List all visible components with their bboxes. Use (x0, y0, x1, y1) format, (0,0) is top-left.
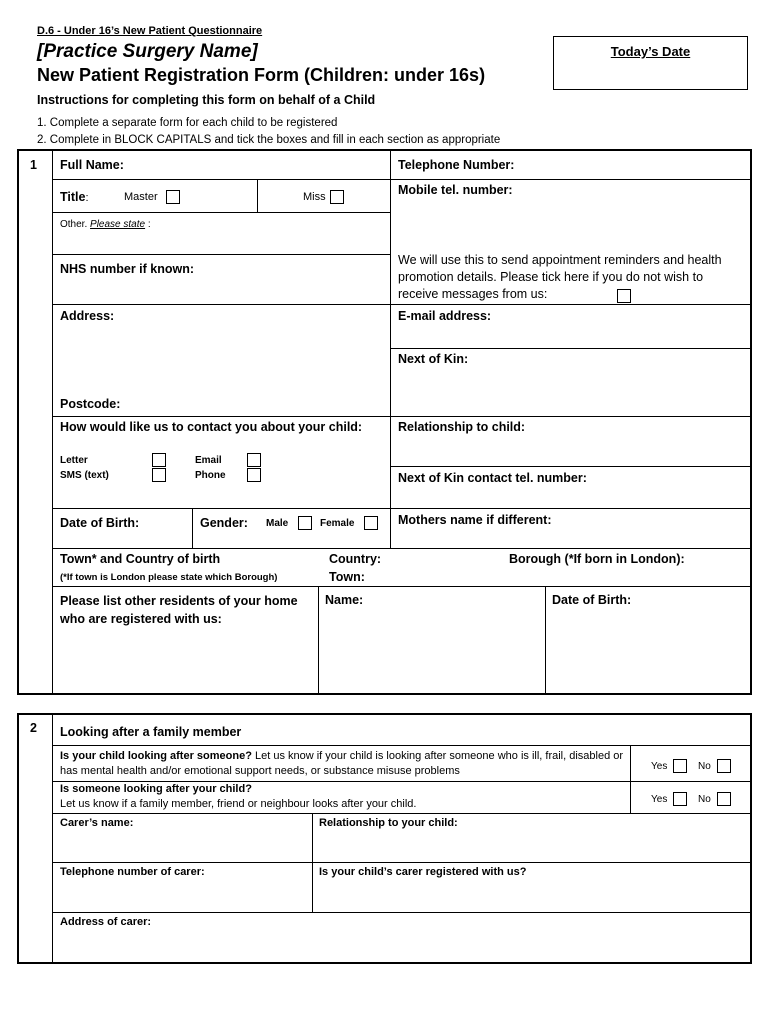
telephone-label: Telephone Number: (398, 158, 515, 172)
question-child-cared-for: Is someone looking after your child? (60, 783, 252, 795)
next-of-kin-tel-label: Next of Kin contact tel. number: (398, 471, 587, 485)
resident-dob-label: Date of Birth: (552, 593, 632, 607)
country-label: Country: (329, 552, 382, 566)
section-1-number: 1 (30, 158, 37, 172)
carer-telephone-label: Telephone number of carer: (60, 866, 205, 878)
sms-checkbox[interactable] (152, 468, 166, 482)
form-title: New Patient Registration Form (Children: under 16s) (37, 65, 486, 85)
miss-label: Miss (303, 191, 326, 203)
nhs-number-label: NHS number if known: (60, 262, 195, 276)
document-code: D.6 - Under 16’s New Patient Questionnaire (37, 25, 263, 37)
q1-no-label: No (698, 761, 711, 772)
gender-label: Gender: (200, 516, 248, 530)
borough-label: Borough (*If born in London): (509, 552, 685, 566)
male-checkbox[interactable] (298, 516, 312, 530)
q1-no-checkbox[interactable] (717, 759, 731, 773)
contact-preference-label: How would like us to contact you about your child: (60, 420, 363, 434)
carer-name-label: Carer’s name: (60, 817, 134, 829)
letter-checkbox[interactable] (152, 453, 166, 467)
full-name-label: Full Name: (60, 158, 124, 172)
miss-checkbox[interactable] (330, 190, 344, 204)
relationship-label: Relationship to child: (398, 420, 526, 434)
male-label: Male (266, 518, 289, 529)
question-child-caring: Is your child looking after someone? Let us know if your child is looking after someone who is ill, frail, disabled or has mental health and/or emotional support needs, or substance misuse problems (60, 750, 624, 777)
mothers-name-label: Mothers name if different: (398, 513, 552, 527)
carer-relationship-label: Relationship to your child: (319, 817, 458, 829)
address-label: Address: (60, 309, 115, 323)
resident-name-label: Name: (325, 593, 364, 607)
reminder-text: We will use this to send appointment reminders and health promotion details. Please tick here if you do not wish to receive messages from us: (398, 253, 722, 301)
town-country-label: Town* and Country of birth (60, 552, 221, 566)
q2-no-label: No (698, 794, 711, 805)
master-checkbox[interactable] (166, 190, 180, 204)
instructions-heading: Instructions for completing this form on behalf of a Child (37, 93, 376, 107)
instruction-2: 2. Complete in BLOCK CAPITALS and tick the boxes and fill in each section as appropriate (37, 134, 501, 146)
todays-date-box[interactable] (553, 36, 748, 90)
carer-address-label: Address of carer: (60, 916, 152, 928)
date-of-birth-label: Date of Birth: (60, 516, 140, 530)
letter-label: Letter (60, 455, 88, 466)
carer-registered-label: Is your child’s carer registered with us? (319, 866, 527, 878)
other-title-field[interactable] (60, 232, 386, 252)
female-label: Female (320, 518, 355, 529)
instruction-1: 1. Complete a separate form for each child to be registered (37, 117, 338, 129)
residents-label: Please list other residents of your home who are registered with us: (60, 594, 298, 626)
section-2-heading: Looking after a family member (60, 725, 242, 739)
postcode-label: Postcode: (60, 397, 121, 411)
title-label: Title: (60, 190, 89, 204)
other-title-label: Other. Please state : (60, 219, 151, 230)
phone-label: Phone (195, 470, 226, 481)
mobile-label: Mobile tel. number: (398, 183, 513, 197)
email-label: E-mail address: (398, 309, 492, 323)
email-checkbox[interactable] (247, 453, 261, 467)
phone-checkbox[interactable] (247, 468, 261, 482)
q1-yes-label: Yes (651, 761, 668, 772)
question-child-cared-for-detail: Let us know if a family member, friend or neighbour looks after your child. (60, 798, 417, 810)
opt-out-messages-checkbox[interactable] (617, 289, 631, 303)
q1-yes-checkbox[interactable] (673, 759, 687, 773)
q2-yes-checkbox[interactable] (673, 792, 687, 806)
master-label: Master (124, 191, 158, 203)
q2-yes-label: Yes (651, 794, 668, 805)
section-2-number: 2 (30, 721, 37, 735)
todays-date-label: Today’s Date (610, 44, 691, 59)
female-checkbox[interactable] (364, 516, 378, 530)
next-of-kin-label: Next of Kin: (398, 352, 469, 366)
email-option-label: Email (195, 455, 222, 466)
town-label: Town: (329, 570, 365, 584)
town-note: (*If town is London please state which Borough) (60, 572, 278, 583)
practice-name: [Practice Surgery Name] (37, 41, 258, 62)
sms-label: SMS (text) (60, 470, 109, 481)
q2-no-checkbox[interactable] (717, 792, 731, 806)
